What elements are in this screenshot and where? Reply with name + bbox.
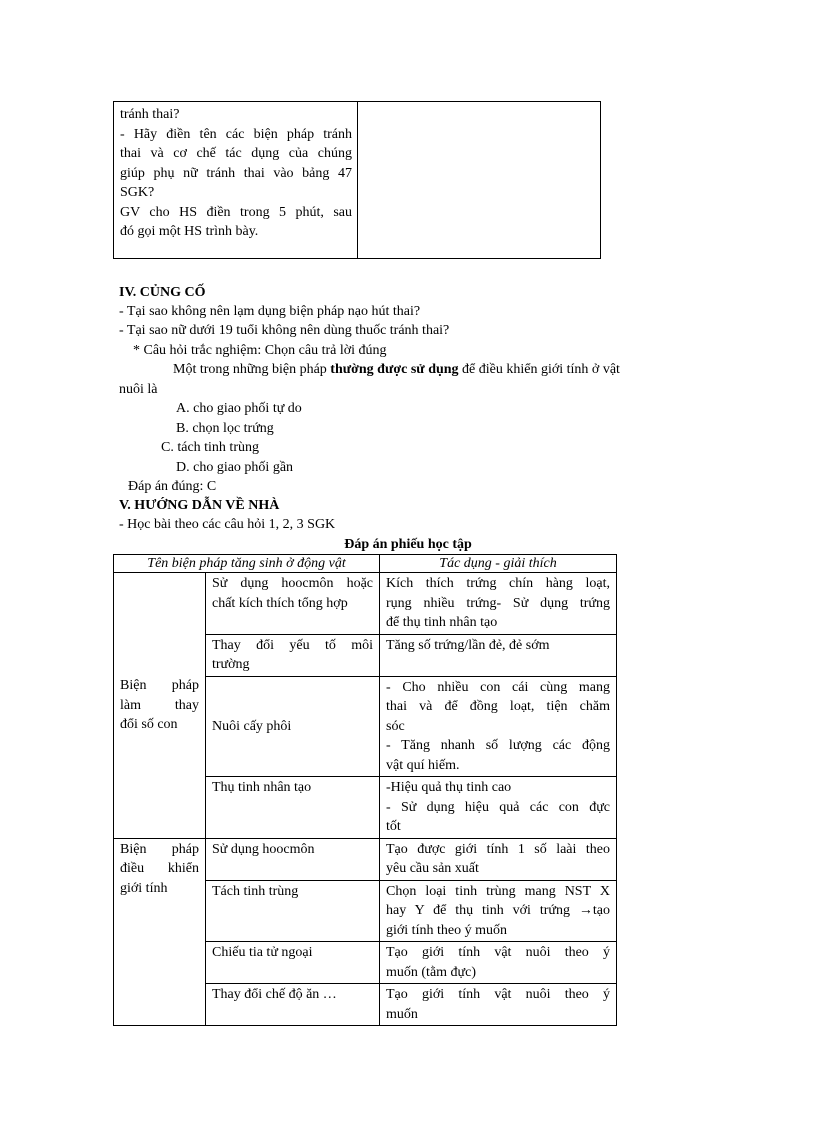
effect-line: -Hiệu quả thụ tinh cao [386, 780, 512, 795]
method-line: Thụ tinh nhân tạo [212, 780, 312, 795]
effect-line: tốt [386, 819, 401, 834]
mcq-answer: Đáp án đúng: C [128, 479, 217, 494]
table-row [114, 573, 617, 635]
effect-line: Kích thích trứng chín hàng loạt, [386, 576, 610, 591]
group-1-label [114, 573, 206, 839]
review-question-2: - Tại sao nữ dưới 19 tuổi không nên dùng thuốc tránh thai? [119, 323, 450, 338]
top-line-3: giúp phụ nữ tránh thai vào bảng 47 [120, 165, 352, 181]
effect-line: Tạo giới tính vật nuôi theo ý [386, 945, 610, 960]
effect-cell [380, 573, 617, 635]
effect-cell [380, 634, 617, 676]
effect-line: Tạo được giới tính 1 số laài theo [386, 841, 610, 857]
method-cell [206, 984, 380, 1026]
effect-line: rụng nhiều trứng- Sử dụng trứng [386, 595, 610, 611]
effect-line: Tăng số trứng/lần đẻ, đẻ sớm [386, 637, 550, 653]
mcq-stem-line-1 [173, 360, 620, 379]
effect-line: muốn [386, 1006, 418, 1022]
mcq-option-b: B. chọn lọc trứng [176, 421, 274, 436]
review-question-1: - Tại sao không nên lạm dụng biện pháp nạo hút thai? [119, 304, 421, 319]
method-line: Sử dụng hoocmôn [212, 841, 315, 857]
top-line-2: thai và cơ chế tác dụng của chúng [120, 146, 352, 161]
top-line-6: đó gọi một HS trình bày. [120, 224, 259, 239]
group-2-label-line: giới tính [120, 880, 168, 896]
effect-line: hay Y để thụ tinh với trứng →tạo [386, 903, 610, 918]
header-method: Tên biện pháp tăng sinh ở động vật [114, 555, 380, 573]
method-line: Thay đổi chế độ ăn … [212, 987, 337, 1002]
effect-line: sóc [386, 718, 405, 734]
group-2-label-line: điều khiển [120, 861, 199, 876]
method-cell [206, 573, 380, 635]
section-5-heading: V. HƯỚNG DẪN VỀ NHÀ [119, 498, 280, 513]
effect-cell [380, 676, 617, 777]
top-table-divider [357, 102, 358, 258]
group-2-label-line: Biện pháp [120, 841, 199, 857]
effect-line: để thụ tinh nhân tạo [386, 615, 498, 630]
mcq-option-a: A. cho giao phối tự do [176, 401, 302, 416]
answer-table-header-row [114, 555, 617, 573]
table-row [114, 838, 617, 880]
mcq-stem-line-2: nuôi là [119, 382, 158, 397]
mcq-option-d: D. cho giao phối gần [176, 460, 294, 475]
method-cell [206, 942, 380, 984]
effect-cell [380, 777, 617, 839]
effect-line: vật quí hiếm. [386, 757, 460, 773]
method-line: trường [212, 657, 250, 672]
top-left-cell [120, 105, 352, 242]
group-1-label-line: làm thay [120, 697, 199, 713]
top-line-4: SGK? [120, 185, 155, 200]
effect-cell [380, 942, 617, 984]
effect-line: Chọn loại tinh trùng mang NST X [386, 883, 610, 899]
effect-cell [380, 838, 617, 880]
effect-line: muốn (tằm đực) [386, 964, 477, 980]
mcq-stem-bold: thường được sử dụng [330, 362, 459, 377]
effect-line: - Sử dụng hiệu quả các con đực [386, 799, 610, 815]
section-4-heading: IV. CỦNG CỐ [119, 285, 206, 300]
group-1-label-line: Biện pháp [120, 678, 199, 693]
effect-cell [380, 984, 617, 1026]
group-2-label [114, 838, 206, 1026]
method-line: Tách tinh trùng [212, 883, 299, 899]
answer-table-title: Đáp án phiếu học tập [344, 537, 472, 552]
group-1-label-line: đổi số con [120, 717, 178, 732]
method-line: chất kích thích tổng hợp [212, 595, 348, 611]
top-line-0: tránh thai? [120, 107, 180, 122]
mcq-intro: * Câu hỏi trắc nghiệm: Chọn câu trả lời đúng [133, 343, 387, 358]
top-continuation-table [113, 101, 601, 259]
top-line-5: GV cho HS điền trong 5 phút, sau [120, 204, 352, 220]
top-line-1: - Hãy điền tên các biện pháp tránh [120, 126, 352, 142]
method-cell [206, 676, 380, 777]
method-line: Nuôi cấy phôi [212, 718, 292, 734]
method-line: Chiếu tia tử ngoại [212, 945, 313, 960]
effect-line: - Tăng nhanh số lượng các động [386, 738, 610, 753]
homework-line: - Học bài theo các câu hỏi 1, 2, 3 SGK [119, 517, 336, 532]
method-cell [206, 777, 380, 839]
effect-cell [380, 880, 617, 942]
answer-table [113, 554, 617, 1026]
method-line: Thay đổi yếu tố môi [212, 637, 373, 653]
effect-line: Tạo giới tính vật nuôi theo ý [386, 987, 610, 1002]
method-cell [206, 880, 380, 942]
effect-line: - Cho nhiều con cái cùng mang [386, 679, 610, 695]
mcq-option-c: C. tách tinh trùng [161, 440, 259, 455]
effect-line: giới tính theo ý muốn [386, 922, 507, 938]
method-line: Sử dụng hoocmôn hoặc [212, 576, 373, 591]
effect-line: thai và để đồng loạt, tiện chăm [386, 699, 610, 714]
mcq-stem-part-1: Một trong những biện pháp [173, 362, 331, 377]
method-cell [206, 634, 380, 676]
header-effect: Tác dụng - giải thích [380, 555, 617, 573]
method-cell [206, 838, 380, 880]
mcq-stem-part-2: để điều khiển giới tính ở vật [458, 362, 620, 377]
effect-line: yêu cầu sản xuất [386, 861, 479, 876]
